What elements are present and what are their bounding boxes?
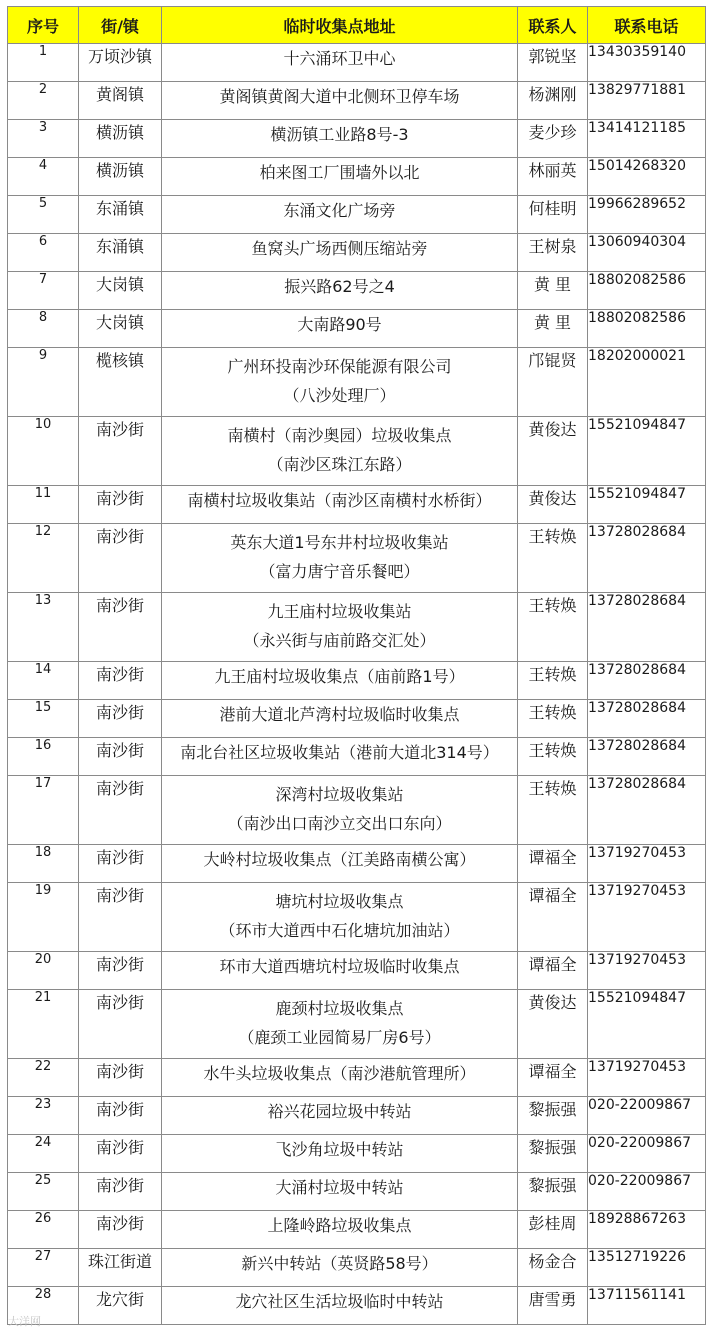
row-phone: 13728028684 [588,776,706,845]
row-address [162,158,518,196]
row-contact: 谭福全 [518,952,588,990]
table-row [8,524,706,593]
row-phone: 13719270453 [588,952,706,990]
row-town: 南沙街 [79,417,162,486]
row-phone: 13430359140 [588,44,706,82]
row-contact: 谭福全 [518,845,588,883]
row-phone: 15521094847 [588,486,706,524]
row-phone: 13719270453 [588,845,706,883]
row-number: 10 [8,417,79,486]
table-row [8,310,706,348]
row-number: 26 [8,1211,79,1249]
row-address [162,234,518,272]
row-number: 9 [8,348,79,417]
address-line: 南横村（南沙奥园）垃圾收集点 [227,426,452,445]
row-address [162,593,518,662]
row-contact: 谭福全 [518,1059,588,1097]
row-number: 8 [8,310,79,348]
address-line: （鹿颈工业园简易厂房6号） [238,1028,441,1047]
row-contact: 王转焕 [518,662,588,700]
table-row [8,952,706,990]
address-line: 南北台社区垃圾收集站（港前大道北314号） [180,743,499,762]
row-town: 南沙街 [79,1135,162,1173]
address-line: （南沙区珠江东路） [267,455,412,474]
address-line: 南横村垃圾收集站（南沙区南横村水桥街） [187,491,492,510]
row-contact: 王转焕 [518,738,588,776]
row-contact: 邝锟贤 [518,348,588,417]
row-number: 23 [8,1097,79,1135]
address-line: 九王庙村垃圾收集站 [267,602,412,621]
watermark: 大洋网 [8,1315,41,1328]
row-town: 万顷沙镇 [79,44,162,82]
row-contact: 黄 里 [518,310,588,348]
row-number: 2 [8,82,79,120]
row-address [162,348,518,417]
header-contact: 联系人 [518,7,588,44]
table-row [8,348,706,417]
row-number: 16 [8,738,79,776]
table-row [8,738,706,776]
row-town: 南沙街 [79,593,162,662]
table-row [8,120,706,158]
row-address [162,990,518,1059]
address-line: 裕兴花园垃圾中转站 [267,1102,412,1121]
row-town: 龙穴街 [79,1287,162,1325]
address-line: 振兴路62号之4 [284,277,395,296]
address-line: （环市大道西中石化塘坑加油站） [219,921,460,940]
address-line: 十六涌环卫中心 [283,49,396,68]
row-contact: 王转焕 [518,593,588,662]
row-phone: 18802082586 [588,272,706,310]
row-number: 28 [8,1287,79,1325]
row-contact: 黄俊达 [518,990,588,1059]
address-line: 龙穴社区生活垃圾临时中转站 [235,1292,444,1311]
address-line: 大岭村垃圾收集点（江美路南横公寓） [203,850,476,869]
row-address [162,272,518,310]
row-contact: 王转焕 [518,700,588,738]
row-number: 20 [8,952,79,990]
row-phone: 13728028684 [588,700,706,738]
address-line: （富力唐宁音乐餐吧） [259,562,420,581]
row-address [162,662,518,700]
row-number: 25 [8,1173,79,1211]
address-line: 大涌村垃圾中转站 [275,1178,404,1197]
address-line: 塘坑村垃圾收集点 [275,892,404,911]
row-number: 6 [8,234,79,272]
table-row [8,990,706,1059]
row-phone: 18928867263 [588,1211,706,1249]
row-contact: 彭桂周 [518,1211,588,1249]
address-line: 横沥镇工业路8号-3 [270,125,409,144]
row-town: 南沙街 [79,1059,162,1097]
address-line: 柏来图工厂围墙外以北 [259,163,420,182]
row-number: 13 [8,593,79,662]
row-address [162,1097,518,1135]
address-line: 英东大道1号东井村垃圾收集站 [230,533,449,552]
row-contact: 黎振强 [518,1173,588,1211]
row-contact: 黎振强 [518,1097,588,1135]
row-phone: 020-22009867 [588,1097,706,1135]
row-number: 18 [8,845,79,883]
address-line: 大南路90号 [297,315,382,334]
row-address [162,486,518,524]
row-address [162,1211,518,1249]
row-number: 7 [8,272,79,310]
row-address [162,700,518,738]
table-row [8,776,706,845]
address-line: 新兴中转站（英贤路58号） [241,1254,438,1273]
row-address [162,310,518,348]
row-contact: 黄俊达 [518,417,588,486]
address-line: （八沙处理厂） [283,386,396,405]
row-contact: 麦少珍 [518,120,588,158]
row-contact: 郭锐坚 [518,44,588,82]
row-address [162,417,518,486]
address-line: 鹿颈村垃圾收集点 [275,999,404,1018]
table-row [8,1135,706,1173]
row-town: 南沙街 [79,952,162,990]
address-line: 上隆岭路垃圾收集点 [267,1216,412,1235]
address-line: 东涌文化广场旁 [283,201,396,220]
table-row [8,196,706,234]
table-row [8,1059,706,1097]
row-phone: 13829771881 [588,82,706,120]
row-contact: 王转焕 [518,776,588,845]
row-address [162,776,518,845]
table-row [8,845,706,883]
row-phone: 13711561141 [588,1287,706,1325]
row-town: 南沙街 [79,662,162,700]
row-town: 大岗镇 [79,272,162,310]
table-row [8,272,706,310]
row-phone: 15014268320 [588,158,706,196]
table-row [8,883,706,952]
header-address: 临时收集点地址 [162,7,518,44]
address-line: 九王庙村垃圾收集点（庙前路1号） [214,667,465,686]
row-address [162,120,518,158]
address-line: 环市大道西塘坑村垃圾临时收集点 [219,957,460,976]
table-row [8,158,706,196]
row-town: 东涌镇 [79,234,162,272]
row-phone: 15521094847 [588,417,706,486]
row-contact: 林丽英 [518,158,588,196]
row-contact: 黄 里 [518,272,588,310]
row-phone: 13719270453 [588,883,706,952]
table-row [8,700,706,738]
row-address [162,952,518,990]
address-line: 鱼窝头广场西侧压缩站旁 [251,239,428,258]
table-row [8,593,706,662]
row-town: 榄核镇 [79,348,162,417]
row-phone: 13512719226 [588,1249,706,1287]
row-number: 12 [8,524,79,593]
row-address [162,44,518,82]
address-line: 深湾村垃圾收集站 [275,785,404,804]
row-number: 22 [8,1059,79,1097]
row-town: 南沙街 [79,738,162,776]
row-number: 11 [8,486,79,524]
row-address [162,883,518,952]
row-phone: 13414121185 [588,120,706,158]
row-number: 3 [8,120,79,158]
row-number: 4 [8,158,79,196]
address-line: 水牛头垃圾收集点（南沙港航管理所） [203,1064,476,1083]
row-town: 南沙街 [79,700,162,738]
header-row [8,7,706,44]
header-town: 街/镇 [79,7,162,44]
table-row [8,1287,706,1325]
address-line: 广州环投南沙环保能源有限公司 [227,357,452,376]
row-town: 东涌镇 [79,196,162,234]
row-address [162,1287,518,1325]
row-town: 大岗镇 [79,310,162,348]
table-row [8,1173,706,1211]
row-contact: 何桂明 [518,196,588,234]
row-address [162,738,518,776]
collection-points-table [7,6,706,1325]
row-town: 南沙街 [79,1173,162,1211]
address-line: 飞沙角垃圾中转站 [275,1140,404,1159]
table-row [8,486,706,524]
table-row [8,44,706,82]
row-address [162,1135,518,1173]
row-town: 南沙街 [79,1211,162,1249]
address-line: 黄阁镇黄阁大道中北侧环卫停车场 [219,87,460,106]
table-row [8,417,706,486]
row-contact: 杨渊刚 [518,82,588,120]
row-address [162,1059,518,1097]
address-line: （南沙出口南沙立交出口东向） [227,814,452,833]
row-phone: 18802082586 [588,310,706,348]
row-contact: 谭福全 [518,883,588,952]
row-town: 横沥镇 [79,158,162,196]
row-phone: 020-22009867 [588,1173,706,1211]
row-phone: 19966289652 [588,196,706,234]
address-line: （永兴街与庙前路交汇处） [243,631,436,650]
row-address [162,845,518,883]
table-row [8,662,706,700]
table-row [8,82,706,120]
header-number: 序号 [8,7,79,44]
row-number: 19 [8,883,79,952]
row-number: 1 [8,44,79,82]
row-number: 27 [8,1249,79,1287]
row-number: 14 [8,662,79,700]
row-number: 24 [8,1135,79,1173]
row-phone: 13728028684 [588,593,706,662]
table-row [8,1249,706,1287]
row-address [162,1249,518,1287]
row-phone: 13728028684 [588,662,706,700]
row-number: 5 [8,196,79,234]
row-phone: 18202000021 [588,348,706,417]
address-line: 港前大道北芦湾村垃圾临时收集点 [219,705,460,724]
header-phone: 联系电话 [588,7,706,44]
row-phone: 15521094847 [588,990,706,1059]
row-phone: 13728028684 [588,738,706,776]
row-town: 南沙街 [79,845,162,883]
row-town: 南沙街 [79,524,162,593]
row-address [162,1173,518,1211]
row-contact: 唐雪勇 [518,1287,588,1325]
table-row [8,1211,706,1249]
row-contact: 黎振强 [518,1135,588,1173]
row-phone: 13060940304 [588,234,706,272]
row-contact: 黄俊达 [518,486,588,524]
row-number: 21 [8,990,79,1059]
table-row [8,1097,706,1135]
row-town: 黄阁镇 [79,82,162,120]
row-phone: 13728028684 [588,524,706,593]
row-address [162,524,518,593]
row-town: 珠江街道 [79,1249,162,1287]
row-contact: 杨金合 [518,1249,588,1287]
table-row [8,234,706,272]
row-town: 南沙街 [79,776,162,845]
row-address [162,196,518,234]
row-phone: 020-22009867 [588,1135,706,1173]
row-town: 南沙街 [79,990,162,1059]
row-town: 南沙街 [79,1097,162,1135]
row-town: 南沙街 [79,883,162,952]
row-number: 17 [8,776,79,845]
row-contact: 王转焕 [518,524,588,593]
row-address [162,82,518,120]
row-town: 横沥镇 [79,120,162,158]
row-phone: 13719270453 [588,1059,706,1097]
row-number: 15 [8,700,79,738]
row-contact: 王树泉 [518,234,588,272]
row-town: 南沙街 [79,486,162,524]
